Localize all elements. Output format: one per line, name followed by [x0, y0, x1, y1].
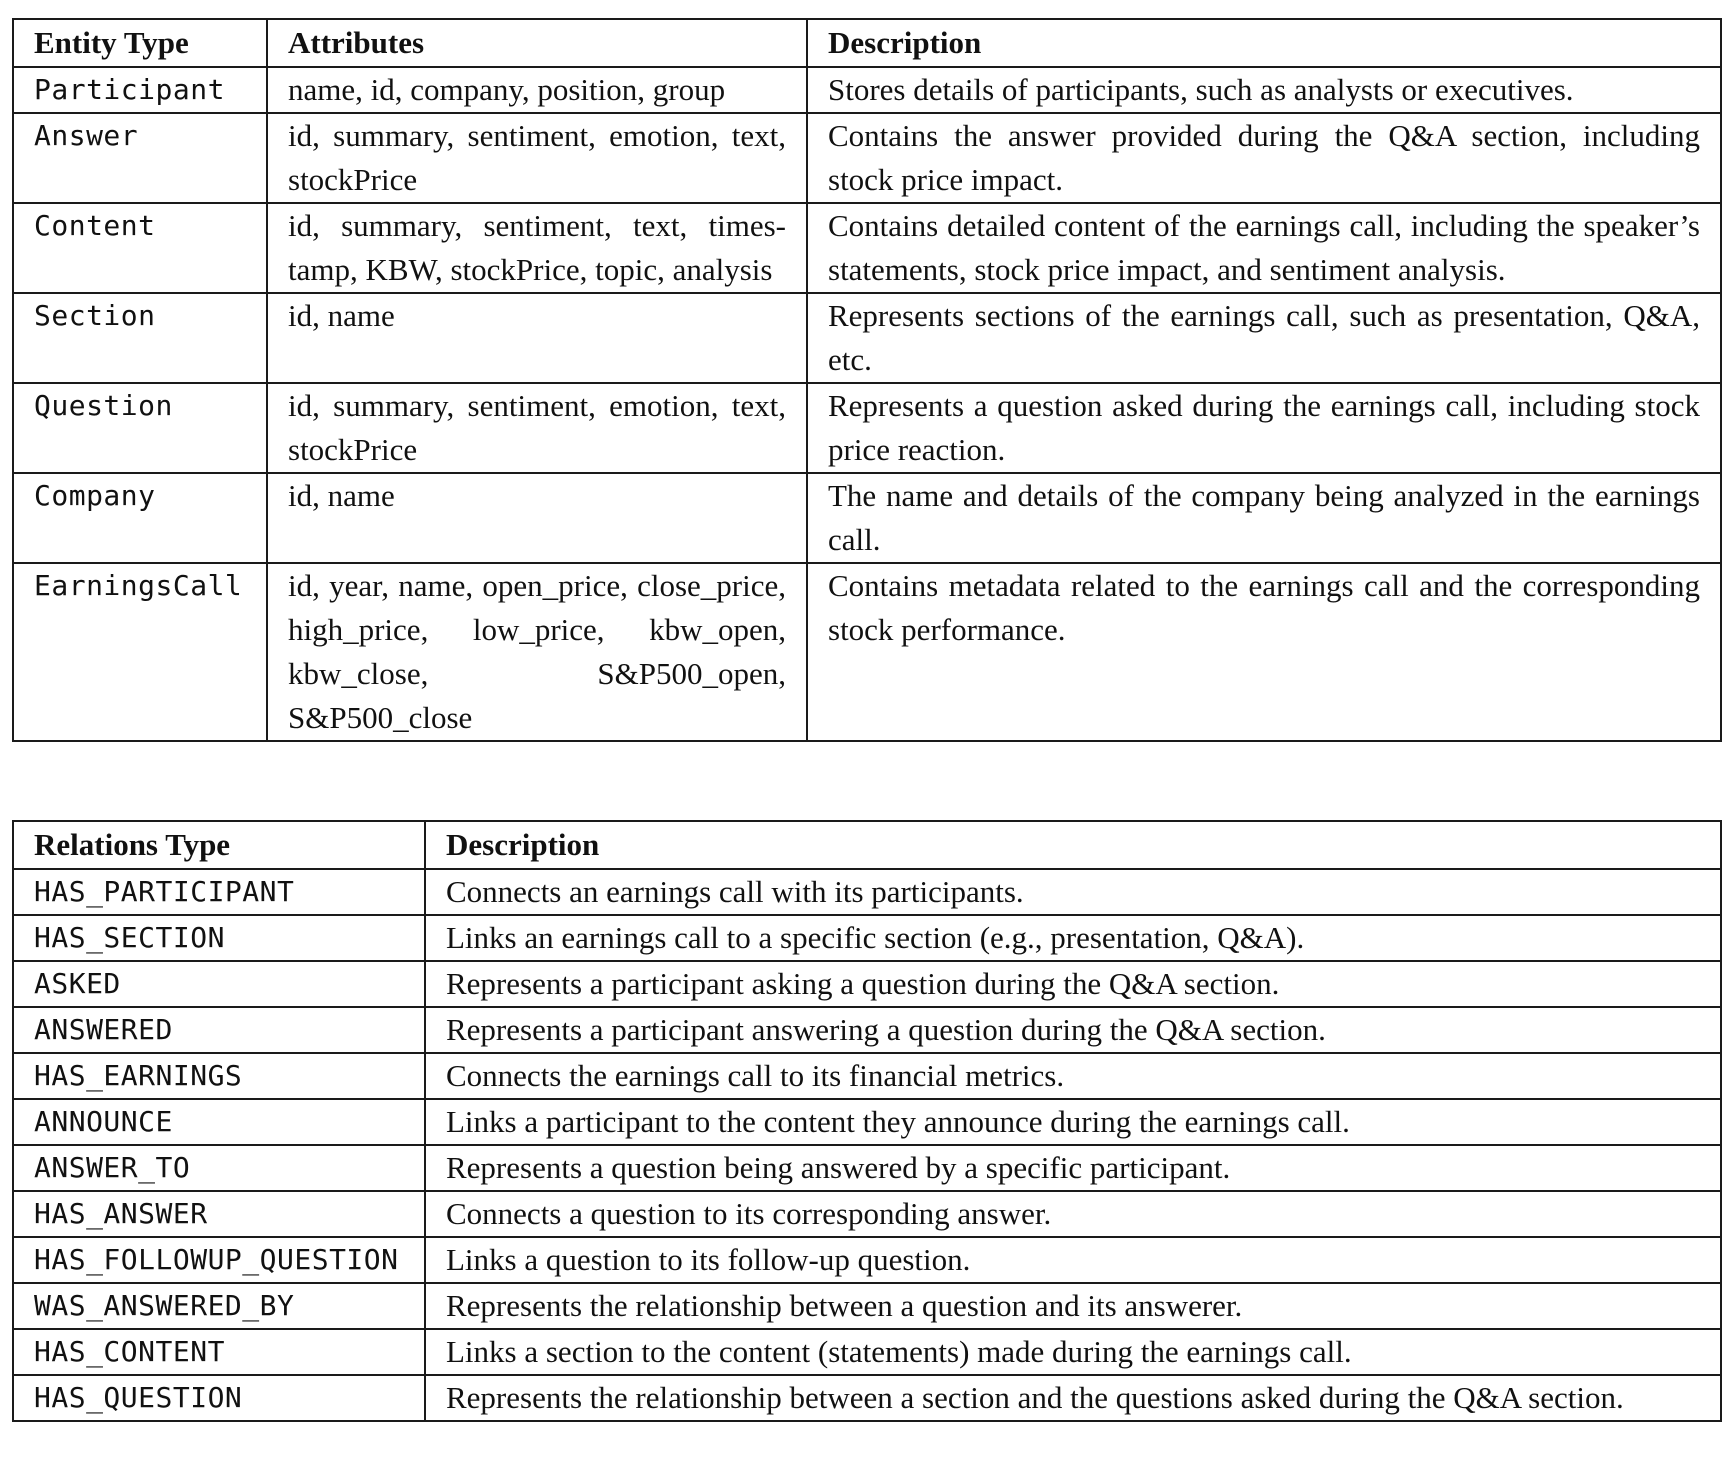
attributes-cell: id, summary, sentiment, emotion, text, stockPrice: [267, 113, 807, 203]
relation-type-cell: HAS_EARNINGS: [13, 1053, 425, 1099]
relation-type-cell: HAS_PARTICIPANT: [13, 869, 425, 915]
relation-type-cell: ANSWER_TO: [13, 1145, 425, 1191]
relation-description-cell: Links a section to the content (statements) made during the earnings call.: [425, 1329, 1721, 1375]
table-row: [13, 67, 1721, 113]
table-row: [13, 1329, 1721, 1375]
relation-type-cell: HAS_QUESTION: [13, 1375, 425, 1421]
relation-description-cell: Links a question to its follow-up question.: [425, 1237, 1721, 1283]
relation-type-cell: HAS_ANSWER: [13, 1191, 425, 1237]
table-row: [13, 961, 1721, 1007]
relation-type-cell: ANSWERED: [13, 1007, 425, 1053]
entity-type-header: Entity Type: [13, 19, 267, 67]
attributes-cell: id, name: [267, 293, 807, 383]
table-row: [13, 1191, 1721, 1237]
relation-description-cell: Connects the earnings call to its financial metrics.: [425, 1053, 1721, 1099]
relation-type-cell: WAS_ANSWERED_BY: [13, 1283, 425, 1329]
relation-description-cell: Represents the relationship between a section and the questions asked during the Q&A section.: [425, 1375, 1721, 1421]
table-row: [13, 383, 1721, 473]
description-cell: Stores details of participants, such as analysts or executives.: [807, 67, 1721, 113]
relation-description-cell: Represents a question being answered by a specific participant.: [425, 1145, 1721, 1191]
table-row: [13, 1283, 1721, 1329]
relation-description-cell: Represents the relationship between a question and its answerer.: [425, 1283, 1721, 1329]
entity-type-cell: Participant: [13, 67, 267, 113]
table-row: [13, 1007, 1721, 1053]
entity-type-cell: Company: [13, 473, 267, 563]
relations-types-table: [12, 820, 1722, 1422]
relation-description-cell: Represents a participant answering a question during the Q&A section.: [425, 1007, 1721, 1053]
description-cell: The name and details of the company being analyzed in the earnings call.: [807, 473, 1721, 563]
entity-type-cell: Content: [13, 203, 267, 293]
table-row: [13, 869, 1721, 915]
attributes-header: Attributes: [267, 19, 807, 67]
attributes-cell: name, id, company, position, group: [267, 67, 807, 113]
description-cell: Contains metadata related to the earnings call and the corresponding stock performance.: [807, 563, 1721, 741]
relation-type-cell: ANNOUNCE: [13, 1099, 425, 1145]
relation-type-cell: HAS_CONTENT: [13, 1329, 425, 1375]
table-row: [13, 915, 1721, 961]
table-row: [13, 1375, 1721, 1421]
relation-description-cell: Connects an earnings call with its participants.: [425, 869, 1721, 915]
relation-description-cell: Represents a participant asking a question during the Q&A section.: [425, 961, 1721, 1007]
entity-type-cell: Answer: [13, 113, 267, 203]
table-row: [13, 203, 1721, 293]
relation-description-cell: Connects a question to its corresponding answer.: [425, 1191, 1721, 1237]
table-row: [13, 473, 1721, 563]
description-header: Description: [807, 19, 1721, 67]
entity-table-header-row: [13, 19, 1721, 67]
relation-type-cell: ASKED: [13, 961, 425, 1007]
table-row: [13, 1099, 1721, 1145]
table-row: [13, 293, 1721, 383]
description-cell: Represents sections of the earnings call, such as presentation, Q&A, etc.: [807, 293, 1721, 383]
attributes-cell: id, summary, sentiment, emotion, text, stockPrice: [267, 383, 807, 473]
entity-type-cell: EarningsCall: [13, 563, 267, 741]
entity-type-cell: Section: [13, 293, 267, 383]
attributes-cell: id, name: [267, 473, 807, 563]
relations-description-header: Description: [425, 821, 1721, 869]
relation-description-cell: Links a participant to the content they announce during the earnings call.: [425, 1099, 1721, 1145]
table-row: [13, 113, 1721, 203]
entity-types-table: [12, 18, 1722, 742]
table-row: [13, 1145, 1721, 1191]
relation-type-cell: HAS_SECTION: [13, 915, 425, 961]
table-row: [13, 1237, 1721, 1283]
relation-type-cell: HAS_FOLLOWUP_QUESTION: [13, 1237, 425, 1283]
description-cell: Contains detailed content of the earnings call, including the speaker’s statements, stock price impact, and sentiment analysis.: [807, 203, 1721, 293]
entity-type-cell: Question: [13, 383, 267, 473]
attributes-cell: id, year, name, open_price, close_price, high_price, low_price, kbw_open, kbw_close, S&P500_open, S&P500_close: [267, 563, 807, 741]
relations-table-header-row: [13, 821, 1721, 869]
relation-description-cell: Links an earnings call to a specific section (e.g., presentation, Q&A).: [425, 915, 1721, 961]
relations-type-header: Relations Type: [13, 821, 425, 869]
table-row: [13, 1053, 1721, 1099]
description-cell: Contains the answer provided during the Q&A section, including stock price impact.: [807, 113, 1721, 203]
attributes-cell: id, summary, sentiment, text, timestamp, KBW, stockPrice, topic, analysis: [267, 203, 807, 293]
description-cell: Represents a question asked during the earnings call, including stock price reaction.: [807, 383, 1721, 473]
table-row: [13, 563, 1721, 741]
